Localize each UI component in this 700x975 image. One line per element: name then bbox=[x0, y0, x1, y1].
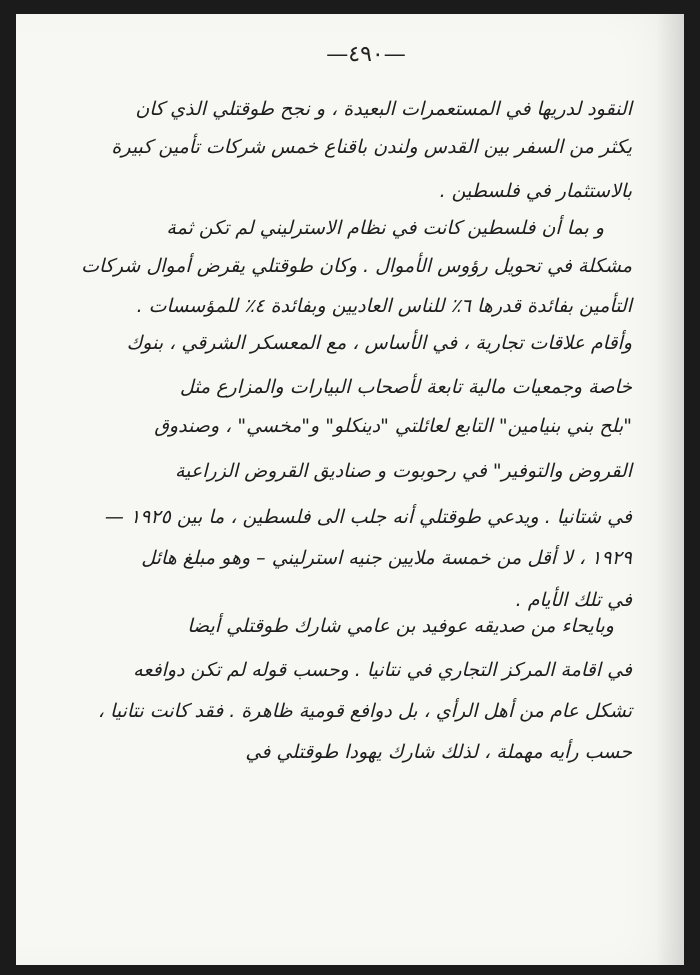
text-line-8: خاصة وجمعيات مالية تابعة لأصحاب البيارات والمزارع مثل bbox=[179, 376, 632, 398]
text-line-13: في تلك الأيام . bbox=[515, 589, 632, 611]
text-line-17: حسب رأيه مهملة ، لذلك شارك يهودا طوقتلي في bbox=[245, 741, 632, 763]
text-line-15: في اقامة المركز التجاري في نتانيا . وحسب قوله لم تكن دوافعه bbox=[133, 659, 632, 681]
page-number: —٤٩٠— bbox=[326, 42, 406, 67]
text-line-3: بالاستثمار في فلسطين . bbox=[439, 180, 632, 202]
text-line-10: القروض والتوفير" في رحوبوت و صناديق القروض الزراعية bbox=[174, 460, 632, 482]
text-line-14: وبايحاء من صديقه عوفيد بن عامي شارك طوقتلي أيضا bbox=[187, 615, 614, 637]
text-line-16: تشكل عام من أهل الرأي ، بل دوافع قومية ظاهرة . فقد كانت نتانيا ، bbox=[97, 700, 632, 722]
text-line-6: التأمين بفائدة قدرها ٦٪ للناس العاديين وبفائدة ٤٪ للمؤسسات . bbox=[136, 295, 632, 317]
text-line-7: وأقام علاقات تجارية ، في الأساس ، مع المعسكر الشرقي ، بنوك bbox=[126, 332, 632, 354]
text-line-2: يكثر من السفر بين القدس ولندن باقناع خمس شركات تأمين كبيرة bbox=[111, 136, 632, 158]
text-line-11: في شتانيا . ويدعي طوقتلي أنه جلب الى فلسطين ، ما بين ١٩٢٥ — bbox=[104, 506, 632, 528]
text-line-12: ١٩٢٩ ، لا أقل من خمسة ملايين جنيه استرليني – وهو مبلغ هائل bbox=[141, 547, 632, 569]
text-line-5: مشكلة في تحويل رؤوس الأموال . وكان طوقتلي يقرض أموال شركات bbox=[81, 255, 632, 277]
text-line-4: و بما أن فلسطين كانت في نظام الاسترليني لم تكن ثمة bbox=[166, 217, 604, 239]
text-line-1: النقود لدريها في المستعمرات البعيدة ، و نجح طوقتلي الذي كان bbox=[135, 98, 632, 120]
text-line-9: "بلح بني بنيامين" التابع لعائلتي "دينكلو" و"مخسي" ، وصندوق bbox=[154, 415, 632, 437]
page-edge-shadow bbox=[656, 14, 684, 965]
manuscript-page bbox=[16, 14, 684, 965]
